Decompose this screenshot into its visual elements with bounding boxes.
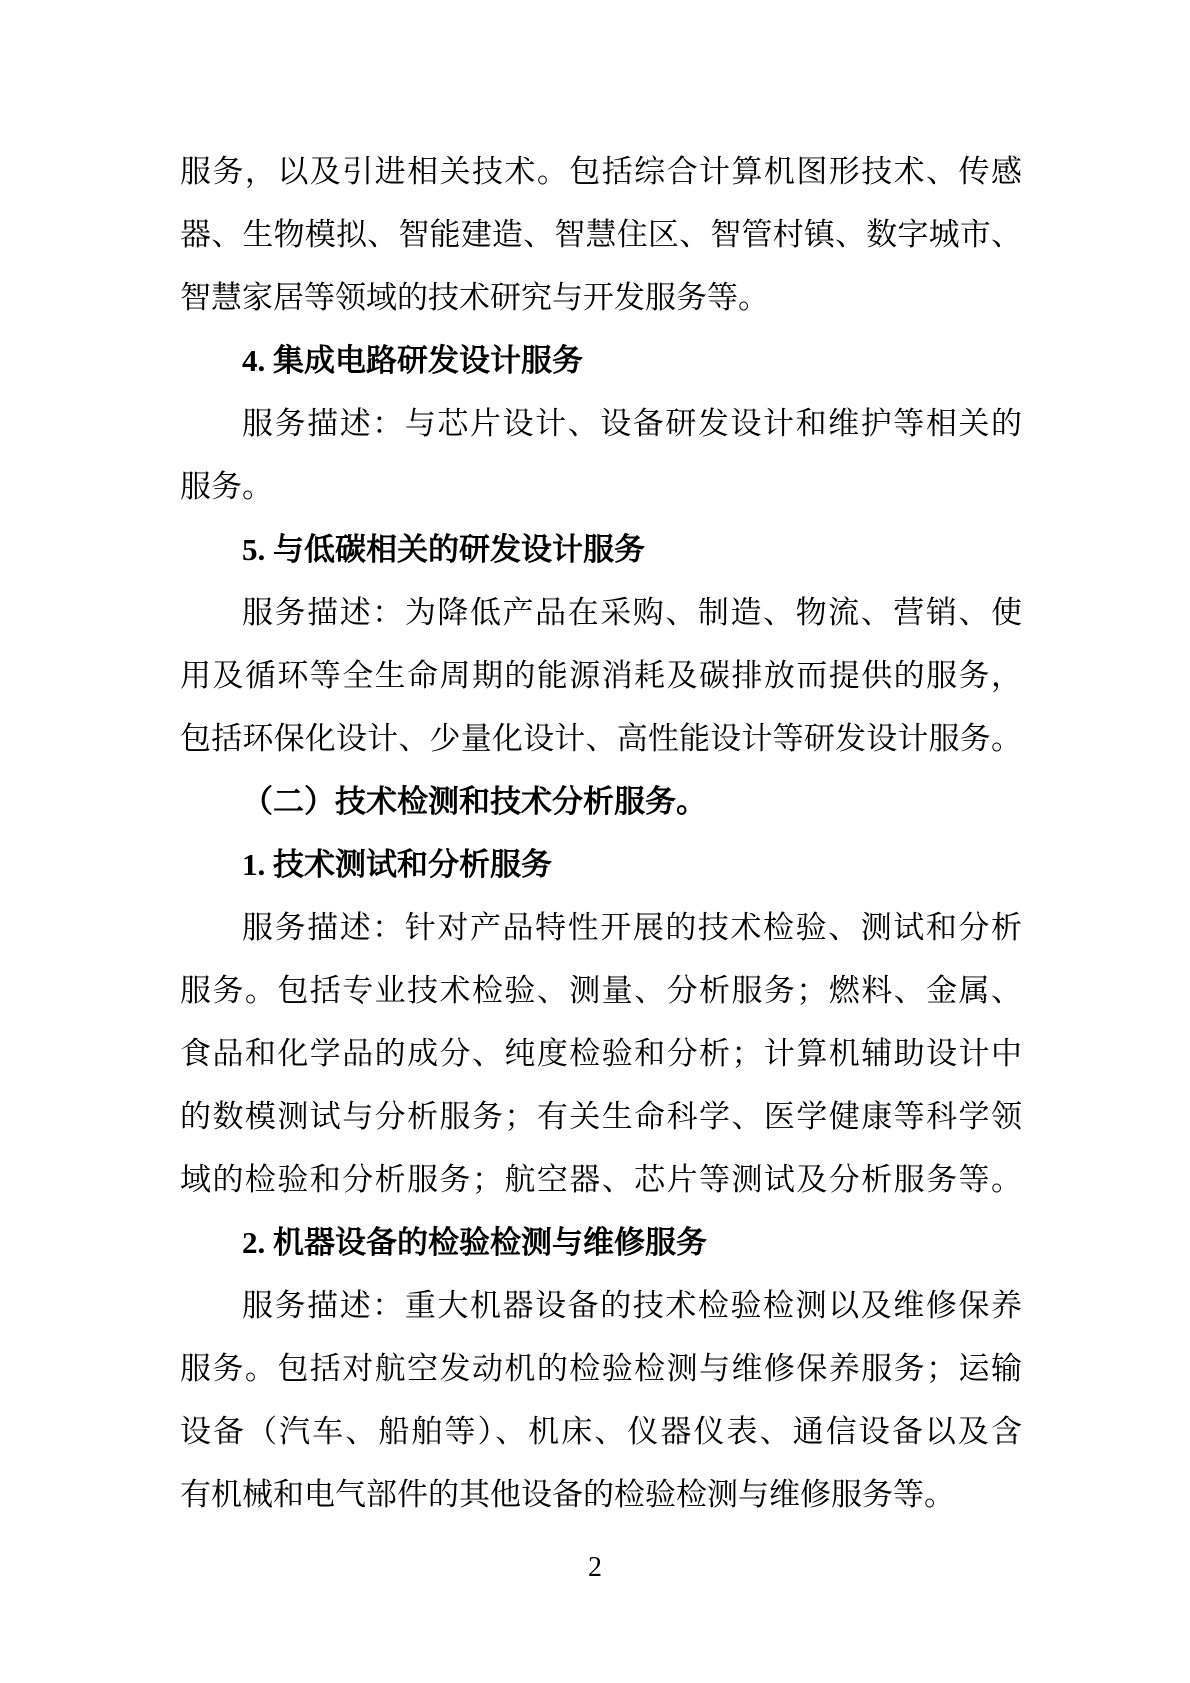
text-line: 用及循环等全生命周期的能源消耗及碳排放而提供的服务， <box>180 658 1022 693</box>
text-line: 域的检验和分析服务；航空器、芯片等测试及分析服务等。 <box>180 1162 1022 1197</box>
text-line: 食品和化学品的成分、纯度检验和分析；计算机辅助设计中 <box>180 1036 1022 1071</box>
text-line: 有机械和电气部件的其他设备的检验检测与维修服务等。 <box>180 1477 955 1512</box>
heading-line: 5. 与低碳相关的研发设计服务 <box>242 532 645 567</box>
heading-line: （二）技术检测和技术分析服务。 <box>242 784 707 819</box>
text-line: 服务，以及引进相关技术。包括综合计算机图形技术、传感 <box>180 154 1022 189</box>
heading-line: 4. 集成电路研发设计服务 <box>242 343 583 378</box>
text-line: 服务描述：重大机器设备的技术检验检测以及维修保养 <box>242 1288 1022 1323</box>
text-line: 设备（汽车、船舶等）、机床、仪器仪表、通信设备以及含 <box>180 1414 1022 1449</box>
text-line: 服务。包括对航空发动机的检验检测与维修保养服务；运输 <box>180 1351 1022 1386</box>
text-line: 智慧家居等领域的技术研究与开发服务等。 <box>180 280 769 315</box>
page-footer <box>0 1548 1190 1588</box>
text-line: 包括环保化设计、少量化设计、高性能设计等研发设计服务。 <box>180 721 1022 756</box>
document-body <box>180 140 1022 1526</box>
text-line: 服务。包括专业技术检验、测量、分析服务；燃料、金属、 <box>180 973 1022 1008</box>
text-line: 服务描述：针对产品特性开展的技术检验、测试和分析 <box>242 910 1022 945</box>
text-line: 服务描述：与芯片设计、设备研发设计和维护等相关的 <box>242 406 1022 441</box>
text-line: 器、生物模拟、智能建造、智慧住区、智管村镇、数字城市、 <box>180 217 1022 252</box>
heading-line: 1. 技术测试和分析服务 <box>242 847 552 882</box>
text-line: 服务描述：为降低产品在采购、制造、物流、营销、使 <box>242 595 1022 630</box>
text-line: 的数模测试与分析服务；有关生命科学、医学健康等科学领 <box>180 1099 1022 1134</box>
heading-line: 2. 机器设备的检验检测与维修服务 <box>242 1225 707 1260</box>
page-number: 2 <box>588 1552 602 1583</box>
text-line: 服务。 <box>180 469 273 504</box>
